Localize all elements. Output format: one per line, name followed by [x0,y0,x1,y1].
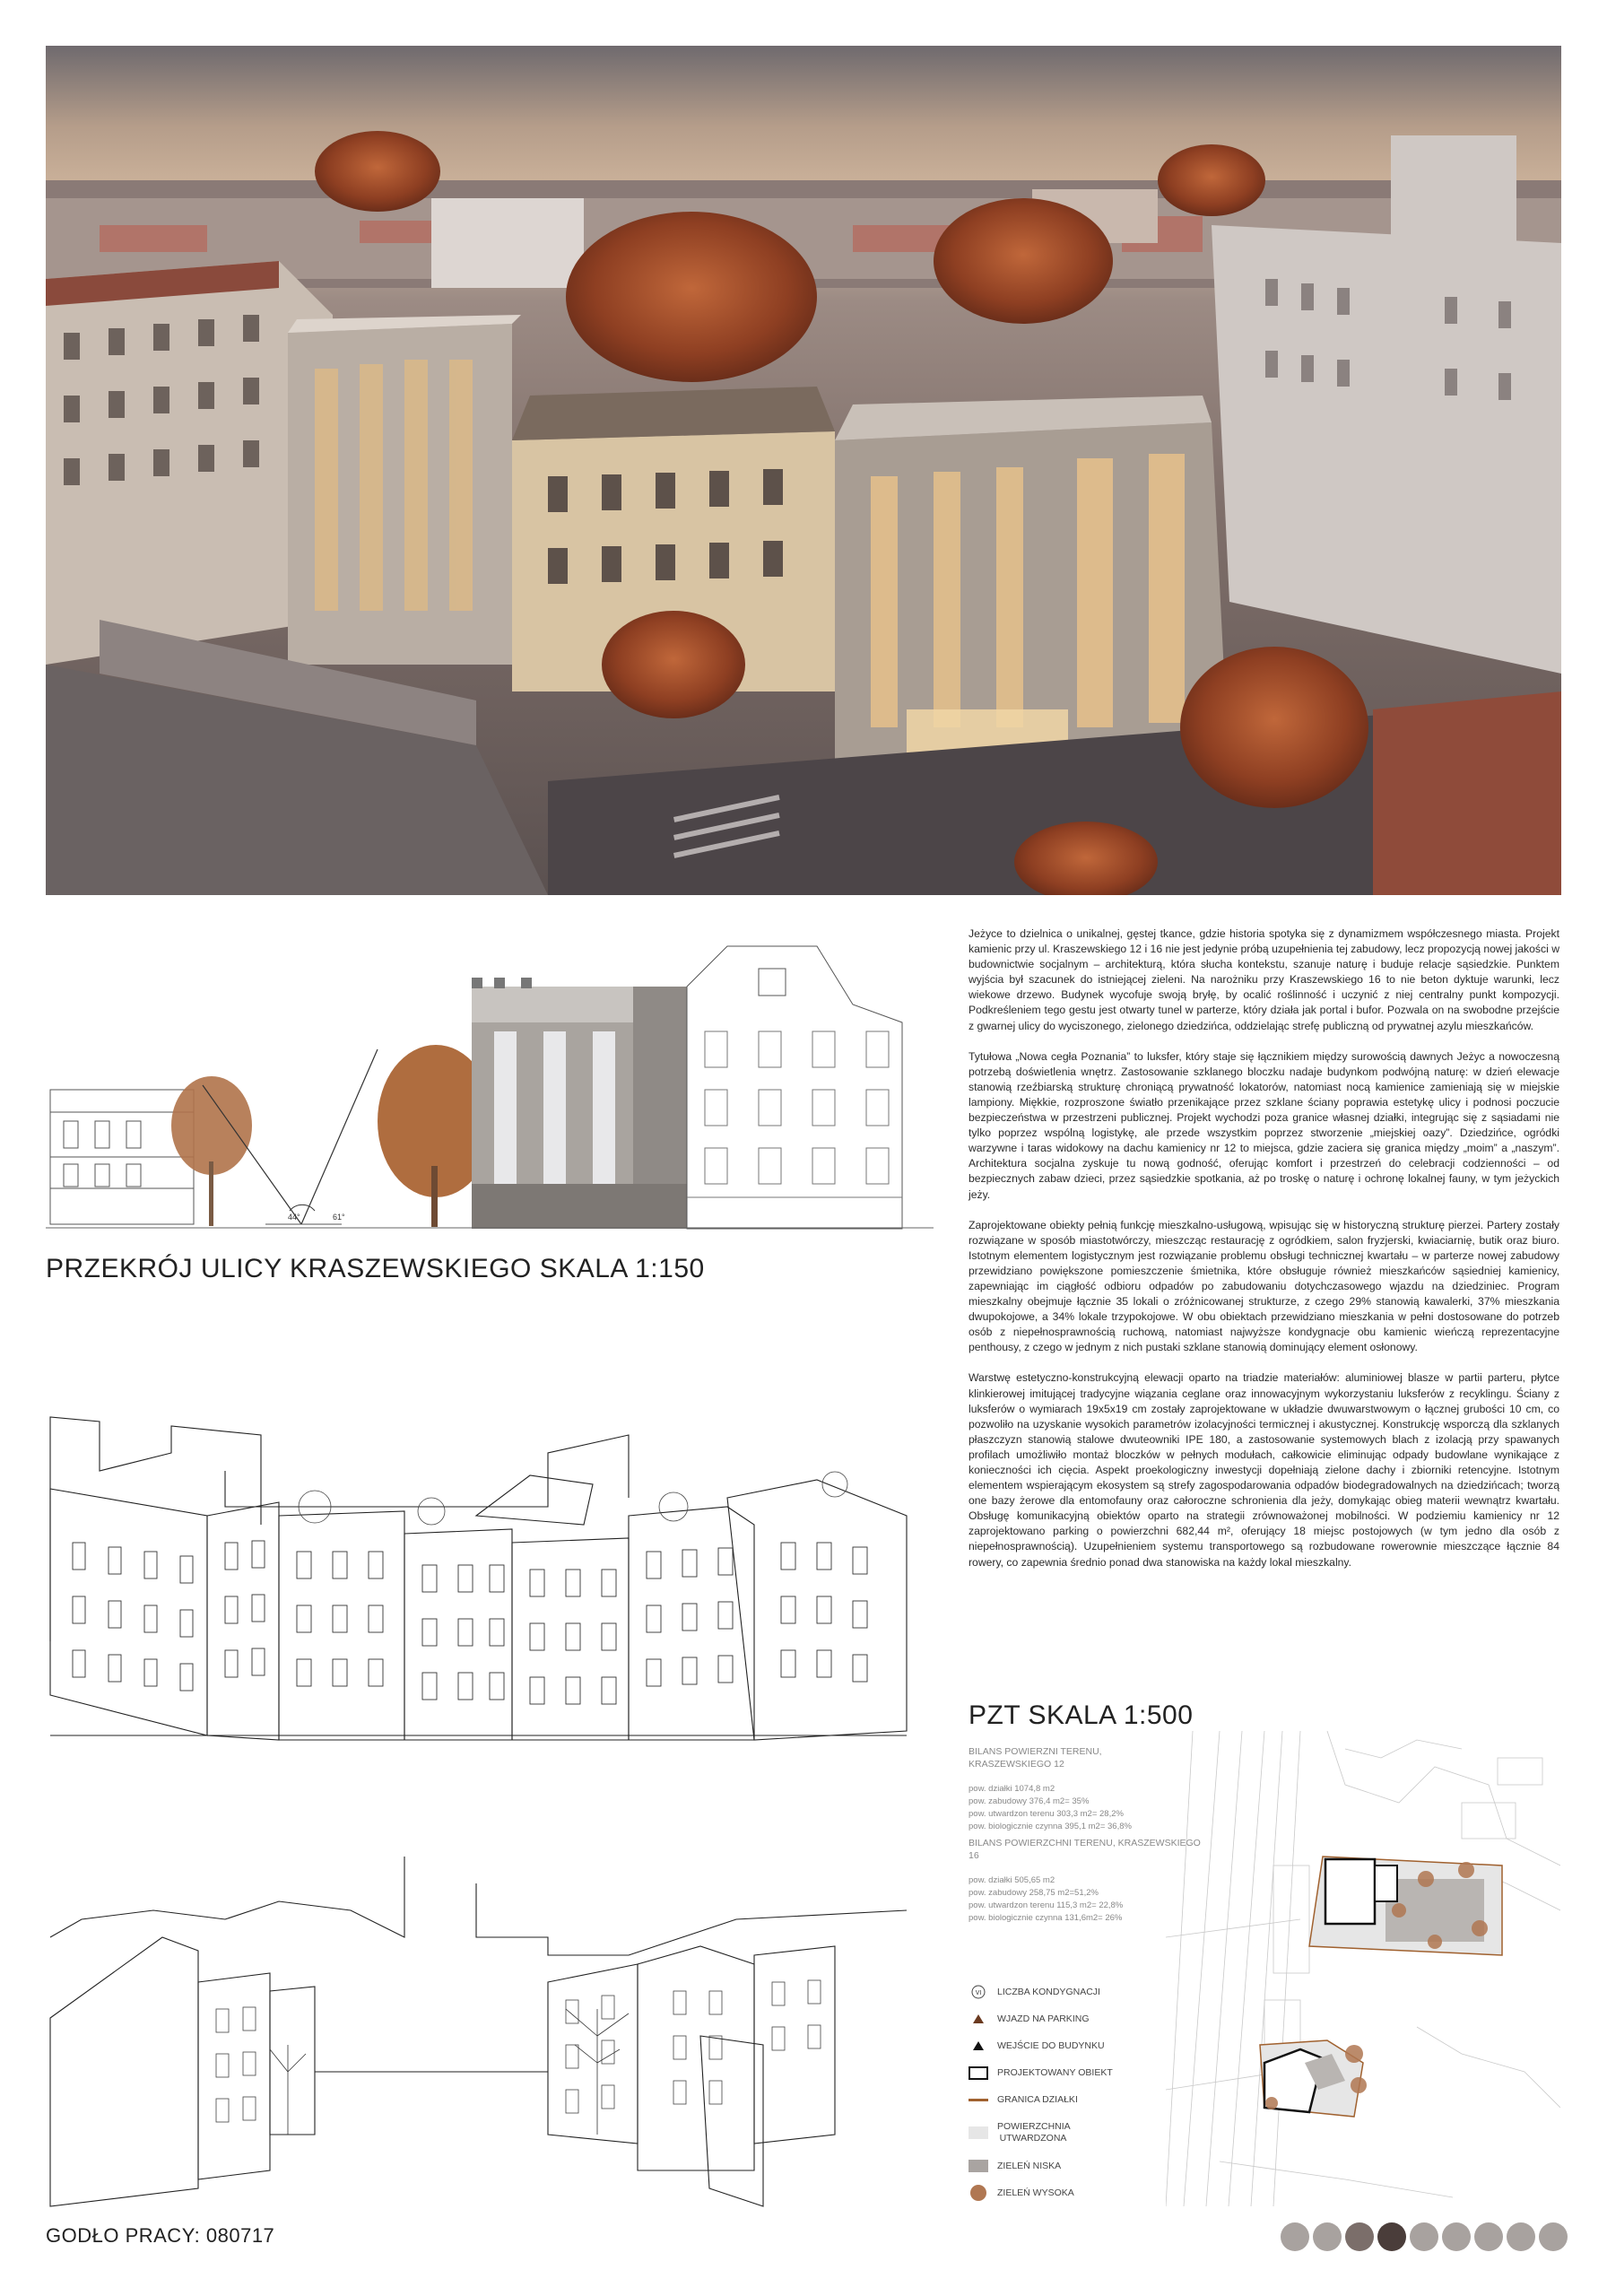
page-dot [1345,2222,1374,2251]
description-paragraph-2: Tytułowa „Nowa cegła Poznania” to luksfer, który staje się łącznikiem między surowością dawnych Jeżyc a nowoczesną potrzebą doświetlenia wnętrz. Zastosowanie szklanego bloczku nadaje budynkom podwójną naturę: w dzień elewacje stanowią rzeźbiarską strukturę chroniącą prywatność lokatorów, natomiast nocą kamienice zamieniają się w miejskie lampiony. Miękkie, rozproszone światło przenikające przez szklane ściany poprawia estetykę ulicy i podnosi poczucie bezpieczeństwa w przestrzeni publicznej. Projekt wychodzi poza granice własnej działki, integrując się z sąsiadami nie tylko poprzez wspólną logistykę, ale przede wszystkim poprzez stworzenie „miejskiej oazy”. Dziedzińce, ogródki warzywne i taras widokowy na dachu kamienicy nr 12 to miejsca, gdzie zaciera się granica między „moim” a „naszym”. Architektura socjalna zyskuje tu nową godność, oferując komfort i przestrzeń do celebracji codzienności – od bezpiecznych zabaw dzieci, przez sąsiedzkie spotkania, aż po troskę o naturę i ochronę lokalnej fauny, w tym jeżyckich jeży. [969,1049,1559,1201]
land-balance-12-line: pow. zabudowy 376,4 m2= 35% [969,1796,1090,1806]
section-tree-left [171,1076,252,1175]
pzt-title: PZT SKALA 1:500 [969,1700,1194,1730]
page-dot [1410,2222,1438,2251]
land-balance-16-line: pow. utwardzon terenu 115,3 m2= 22,8% [969,1900,1124,1910]
designed-building-icon [969,2066,988,2080]
page-dot [1281,2222,1309,2251]
competition-code: GODŁO PRACY: 080717 [46,2224,275,2247]
section-angle-right: 61° [333,1213,345,1222]
page-indicator-dots [1281,2222,1571,2256]
parking-entry-icon [969,2012,988,2026]
section-title: PRZEKRÓJ ULICY KRASZEWSKIEGO SKALA 1:150 [46,1254,705,1283]
perspective-sketch-courtyard [46,1830,934,2224]
paved-surface-icon [969,2126,988,2140]
page-dot [1474,2222,1503,2251]
hero-render [46,46,1561,895]
legend-item-designed-building [969,2059,1175,2086]
description-paragraph-4: Warstwę estetyczno-konstrukcyjną elewacji oparto na triadzie materiałów: aluminiowej blasze w partii parteru, płytce klinkierowej imitującej tradycyjne wiązania ceglane oraz innowacyjnym wykorzystaniu luksferów z recyklingu. Ściany z luksferów o wymiarach 19x5x19 cm zostały zaprojektowane w układzie dwuwarstwowym o łącznej grubości 10 cm, co pozwoliło na uzyskanie wysokich parametrów izolacyjności termicznej i akustycznej. Konstrukcję wsporczą dla szklanych płaszczyzn stanowią stalowe dwuteowniki IPE 180, a zastosowanie systemowych blach z izolacją przy spawanych profilach umożliwiło montaż bloczków w pełnych modułach, całkowicie eliminując odpady budowlane wynikające z konieczności ich cięcia. Aspekt proekologiczny inwestycji dopełniają zielone dachy i zbiorniki retencyjne. Istotnym elementem wspierającym ekosystem są strefy zagospodarowania odpadów biodegradowalnych na dziedzińcach; tworzą one bazy żerowe dla entomofauny oraz całoroczne schronienia dla jeży, domykając obieg materii wewnątrz kwartału. Obsługę komunikacyjną obiektów oparto na strategii zrównoważonej mobilności. W podziemiu kamienicy nr 12 zaprojektowano parking o powierzchni 682,44 m², oferujący 18 miejsc postojowych (w tym jedno dla osób z niepełnosprawnością). Uzupełnieniem systemu transportowego są rozbudowane rowerownie mieszczące łącznie 84 rowery, co zapewnia średnio ponad dwa stanowiska na każdy lokal mieszkalny. [969,1371,1559,1569]
page-dot-active [1377,2222,1406,2251]
land-balance-16-line: pow. działki 505,65 m2 [969,1875,1055,1885]
legend-item-paved-surface [969,2113,1175,2152]
legend-item-floors [969,1979,1175,2005]
hero-render-illustration [46,46,1561,895]
perspective-sketch-street [46,1399,934,1776]
legend-label: ZIELEŃ NISKA [997,2161,1062,2171]
legend-item-building-entry [969,2032,1175,2059]
page-dot [1313,2222,1342,2251]
land-balance-16-line: pow. zabudowy 258,75 m2=51,2% [969,1888,1099,1898]
page-dot [1539,2222,1568,2251]
land-balance-16-title: BILANS POWIERZCHNI TERENU, KRASZEWSKIEGO 16 [969,1838,1201,1861]
street-section-drawing [46,933,934,1238]
section-angle-left: 44° [288,1213,300,1222]
floors-icon-glyph: VI [975,1990,982,1996]
pzt-legend [969,1979,1175,2206]
legend-label: PROJEKTOWANY OBIEKT [997,2067,1113,2078]
building-entry-icon [969,2039,988,2053]
description-paragraph-1: Jeżyce to dzielnica o unikalnej, gęstej tkance, gdzie historia spotyka się z dynamizmem współczesnego miasta. Projekt kamienic przy ul. Kraszewskiego 12 i 16 nie jest jedynie próbą uzupełnienia tej zabudowy, lecz propozycją nowej jakości w budownictwie socjalnym – architekturą, która słucha kontekstu, szanuje naturę i buduje relacje sąsiedzkie. Punktem wyjścia był szacunek do istniejącej zieleni. Na narożniku przy Kraszewskiego 16 to nie beton dyktuje warunki, lecz wiekowe drzewo. Budynek wycofuje swoją bryłę, by ocalić roślinność i uczynić z niej centralny punkt kompozycji. Podkreśleniem tego gestu jest otwarty tunel w parterze, który działa jak portal i bufor. Pozwala on na swobodne przejście z gwarnej ulicy do wyciszonego, zielonego dziedzińca, oddzielając strefę publiczną od prywatnej azylu mieszkańców. [969,927,1559,1032]
description-paragraph-3: Zaprojektowane obiekty pełnią funkcję mieszkalno-usługową, wpisując się w historyczną strukturę pierzei. Partery zostały rozwiązane w sposób miastotwórczy, mieszcząc restaurację z ogródkiem, salon fryzjerski, kwiaciarnię, butik oraz biuro. Istotnym elementem logistycznym jest rozwiązanie problemu obsługi technicznej kwartału – w parterze nowej zabudowy przewidziano powiększone pomieszczenie śmietnika, które obsługuje również mieszkańców sąsiedniej kamienicy, zapewniając im ciągłość odbioru odpadów po zabudowaniu dotychczasowego wjazdu na dziedziniec. Program mieszkalny obejmuje łącznie 35 lokali o zróżnicowanej strukturze, z czego 29% stanowią kawalerki, 37% mieszkania dwupokojowe, a 34% lokale trzypokojowe. W obu obiektach przewidziano mieszkania w pełni dostosowane do potrzeb osób z niepełnosprawnością ruchową, natomiast najwyższe kondygnacje obu kamienic wieńczą reprezentacyjne penthousy, z czego w jednym z nich pustaki szklane stanowią dominujący element osłonowy. [969,1218,1559,1354]
high-greenery-icon [969,2186,988,2200]
page-dot [1507,2222,1535,2251]
land-balance-16-line: pow. biologicznie czynna 131,6m2= 26% [969,1913,1123,1923]
legend-label: WEJŚCIE DO BUDYNKU [997,2040,1105,2051]
page-dot [1442,2222,1471,2251]
legend-item-low-greenery [969,2152,1175,2179]
description-text [969,926,1559,1586]
land-balance-12-line: pow. biologicznie czynna 395,1 m2= 36,8% [969,1822,1132,1831]
floors-icon [969,1985,988,1999]
land-balance-12 [969,1745,1184,1833]
legend-item-parking-entry [969,2005,1175,2032]
land-balance-12-line: pow. utwardzon terenu 303,3 m2= 28,2% [969,1809,1124,1819]
legend-label: WJAZD NA PARKING [997,2013,1090,2024]
legend-label: POWIERZCHNIA UTWARDZONA [997,2121,1071,2144]
low-greenery-icon [969,2159,988,2173]
site-plan-map [1166,1731,1560,2206]
land-balance-12-line: pow. działki 1074,8 m2 [969,1784,1055,1794]
legend-label: ZIELEŃ WYSOKA [997,2187,1074,2198]
legend-label: GRANICA DZIAŁKI [997,2094,1078,2105]
legend-item-plot-boundary [969,2086,1175,2113]
legend-item-high-greenery [969,2179,1175,2206]
plot-boundary-icon [969,2092,988,2107]
land-balance-12-title: BILANS POWIERZNI TERENU, KRASZEWSKIEGO 12 [969,1746,1102,1770]
legend-label: LICZBA KONDYGNACJI [997,1987,1100,1997]
